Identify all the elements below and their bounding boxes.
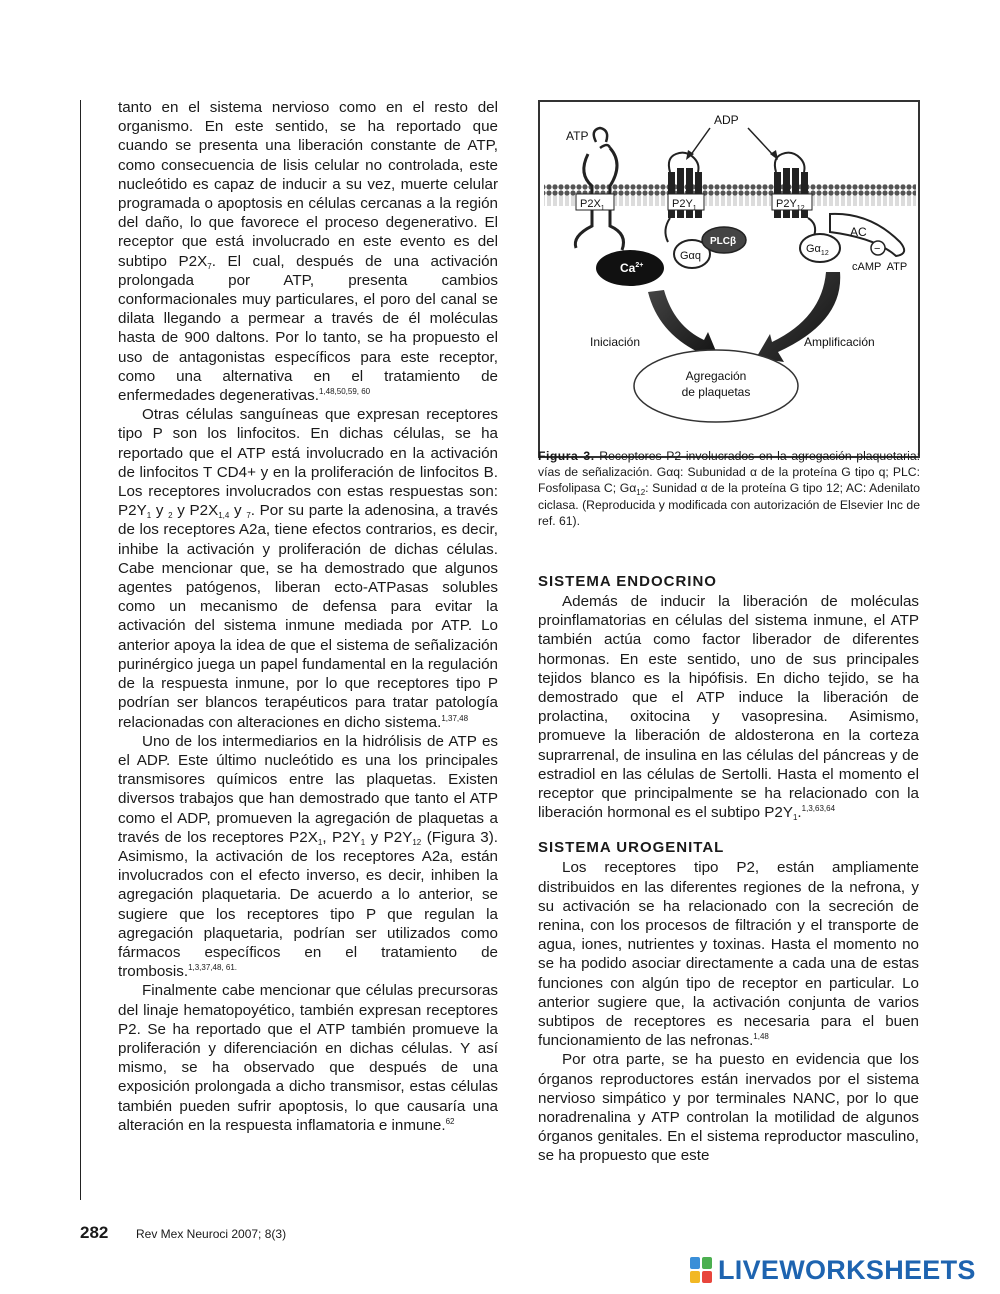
column-rule bbox=[80, 100, 81, 1200]
ga12-label: $G\alpha_{12}$ bbox=[806, 243, 829, 257]
citation: 1,48 bbox=[753, 1032, 769, 1042]
p2y12-receptor bbox=[772, 153, 815, 236]
minus-label: − bbox=[874, 243, 881, 255]
citation: 1,37,48 bbox=[441, 713, 469, 723]
figure-caption: Figura 3. Receptores P2 involucrados en la agregación plaquetaria: vías de señalización. Gαq: Subunidad α de la proteína G tipo q; PLC: Fosfolipasa C; $G\alpha_{12}$: Sunidad α de la proteína G tipo 12; AC: Adenilato ciclasa. (Reproducida y modificada con autorización de Elsevier Inc de ref. 61). bbox=[538, 449, 921, 528]
agregacion-label-1: Agregación bbox=[685, 369, 747, 383]
left-column bbox=[118, 98, 498, 1135]
gaq-label: Gαq bbox=[680, 250, 702, 262]
amplificacion-label: Amplificación bbox=[804, 335, 875, 349]
paragraph: tanto en el sistema nervioso como en el resto del organismo. En este sentido, se ha reportado que cuando se presenta una liberación constante de ATP, como consecuencia de lisis celular no controlada, este nucleótido es capaz de inducir a su vez, muerte celular programada o apoptosis en células cercanas a la región del daño, lo que favorece el proceso degenerativo. El receptor que está involucrado en este evento es del subtipo $P2X_7$. El cual, después de una activación prolongada por ATP, presenta cambios conformacionales muy particulares, el poro del canal se dilata llegando a permear a través de él moléculas hasta de 900 daltons. Por lo tanto, se ha propuesto el uso de antagonistas específicos para este receptor, como una alternativa en el tratamiento de enfermedades degenerativas.$^{1,48,50,59, 60}$ bbox=[118, 99, 498, 405]
citation: 1,3,37,48, 61. bbox=[188, 963, 237, 973]
citation: 1,48,50,59, 60 bbox=[318, 387, 371, 397]
p2y12-label: $P2Y_{12}$ bbox=[776, 198, 805, 212]
paragraph: Uno de los intermediarios en la hidrólisis de ATP es el ADP. Este último nucleótido es una los principales transmisores químicos entre las plaquetas. Existen diversos trabajos que han demostrado que tanto el ATP como el ADP, promueven la agregación de plaquetas a través de los receptores $P2X_1$, $P2Y_1$ y $P2Y_{12}$ (Figura 3). Asimismo, la activación de los receptores A2a, están involucrados con el efecto inverso, es decir, inhiben la agregación plaquetaria. De acuerdo a lo anterior, se sugiere que los receptores tipo P que regulan la agregación plaquetaria, podrían ser utilizados como fármacos específicos en el tratamiento de trombosis.$^{1,3,37,48, 61.}$ bbox=[118, 732, 498, 981]
agregacion-label-2: de plaquetas bbox=[681, 385, 751, 399]
camp-atp-label: cAMP ATP bbox=[852, 261, 908, 273]
right-column bbox=[538, 572, 919, 1166]
liveworksheets-logo-icon bbox=[690, 1257, 712, 1283]
paragraph: Finalmente cabe mencionar que células precursoras del linaje hematopoyético, también expresan receptores P2. Se ha reportado que el ATP también promueve la proliferación y diferenciación en dichas células. Y así mismo, se ha observado que después de una exposición prolongada a dicho transmisor, estas células también pueden sufrir apoptosis, lo que causaría una alteración en la respuesta inflamatoria e inmune.$^{62}$ bbox=[118, 982, 498, 1134]
paragraph: Los receptores tipo P2, están ampliamente distribuidos en las diferentes regiones de la nefrona, y su activación se ha relacionado con la secreción de renina, con los procesos de filtración y el transporte de agua, iones, nutrientes y toxinas. Hasta el momento no se ha podido asociar directamente a cada una de estas funciones con algún tipo de receptor en particular. Lo anterior sugiere que, la activación conjunta de varios subtipos de receptores es necesaria para el buen funcionamiento de las nefronas.$^{1,48}$ bbox=[538, 859, 919, 1050]
p2x-label: $P2X_1$ bbox=[580, 198, 605, 212]
p2x-loop bbox=[594, 128, 610, 148]
liveworksheets-brand[interactable] bbox=[690, 1255, 976, 1285]
journal-citation: Rev Mex Neuroci 2007; 8(3) bbox=[136, 1227, 287, 1241]
brand-text: LIVEWORKSHEETS bbox=[718, 1254, 976, 1285]
iniciacion-label: Iniciación bbox=[590, 335, 641, 349]
adp-arrow-right bbox=[748, 128, 774, 156]
section-heading-urogenital: SISTEMA UROGENITAL bbox=[538, 839, 725, 857]
adp-arrow-left bbox=[690, 128, 710, 156]
ac-enzyme bbox=[830, 214, 904, 256]
page-number: 282 bbox=[80, 1223, 109, 1242]
adp-label: ADP bbox=[714, 113, 739, 127]
section-heading-endocrino: SISTEMA ENDOCRINO bbox=[538, 573, 717, 590]
ac-label: AC bbox=[850, 225, 867, 239]
paragraph: Además de inducir la liberación de moléculas proinflamatorias en células del sistema inmune, el ATP también actúa como factor liberador de diferentes hormonas. En este sentido, uno de sus principales tejidos blanco es la hipófisis. En dicho tejido, se ha demostrado que el ATP induce la liberación de prolactina, oxitocina y vasopresina. Asimismo, promueve la liberación de aldosterona en la corteza suprarrenal, de insulina en las células del páncreas y de estradiol en las células de Sertolli. Hasta el momento el receptor que principalmente se ha relacionado con la liberación hormonal es el subtipo $P2Y_1.^{1,3,63,64}$ bbox=[538, 593, 919, 823]
citation: 62 bbox=[445, 1116, 455, 1126]
p2y1-label: $P2Y_1$ bbox=[672, 198, 697, 212]
citation: 1,3,63,64 bbox=[801, 804, 836, 814]
figure-3 bbox=[538, 100, 920, 458]
paragraph: Otras células sanguíneas que expresan receptores tipo P son los linfocitos. En dichas células, se ha reportado que el ATP está involucrado en la activación de linfocitos T CD4+ y en la proliferación de linfocitos B. Los receptores involucrados con estas respuestas son: $P2Y_1$ y $_2$ y $P2X_{1,4}$ y $_7$. Por su parte la adenosina, a través de los receptores A2a, tiene efectos contrarios, es decir, inhibe la activación y proliferación de dichas células. Cabe mencionar que, se ha demostrado que algunos agentes patógenos, liberan ecto-ATPasas solubles como un mecanismo de defensa para evitar la activación del sistema inmune mediada por ATP. Lo anterior apoya la idea de que el sistema de señalización purinérgico juega un papel fundamental en la regulación de la respuesta inmune, por lo que receptores tipo P podrían ser blancos terapéuticos para tratar patología relacionadas con alteraciones en dicho sistema.$^{1,37,48}$ bbox=[118, 406, 498, 731]
plc-label: PLCβ bbox=[710, 236, 737, 247]
caption-label: Figura 3. bbox=[538, 449, 595, 463]
ca-label: $Ca^{2+}$ bbox=[620, 261, 644, 275]
paragraph: Por otra parte, se ha puesto en evidencia que los órganos reproductores están inervados por el sistema nervioso simpático y por terminales NANC, por lo que noradrenalina y ATP controlan la motilidad de algunos órganos genitales. En el sistema reproductor masculino, se ha propuesto que este bbox=[538, 1051, 919, 1165]
platelet-signaling-diagram bbox=[540, 102, 920, 458]
atp-label: ATP bbox=[566, 129, 589, 143]
